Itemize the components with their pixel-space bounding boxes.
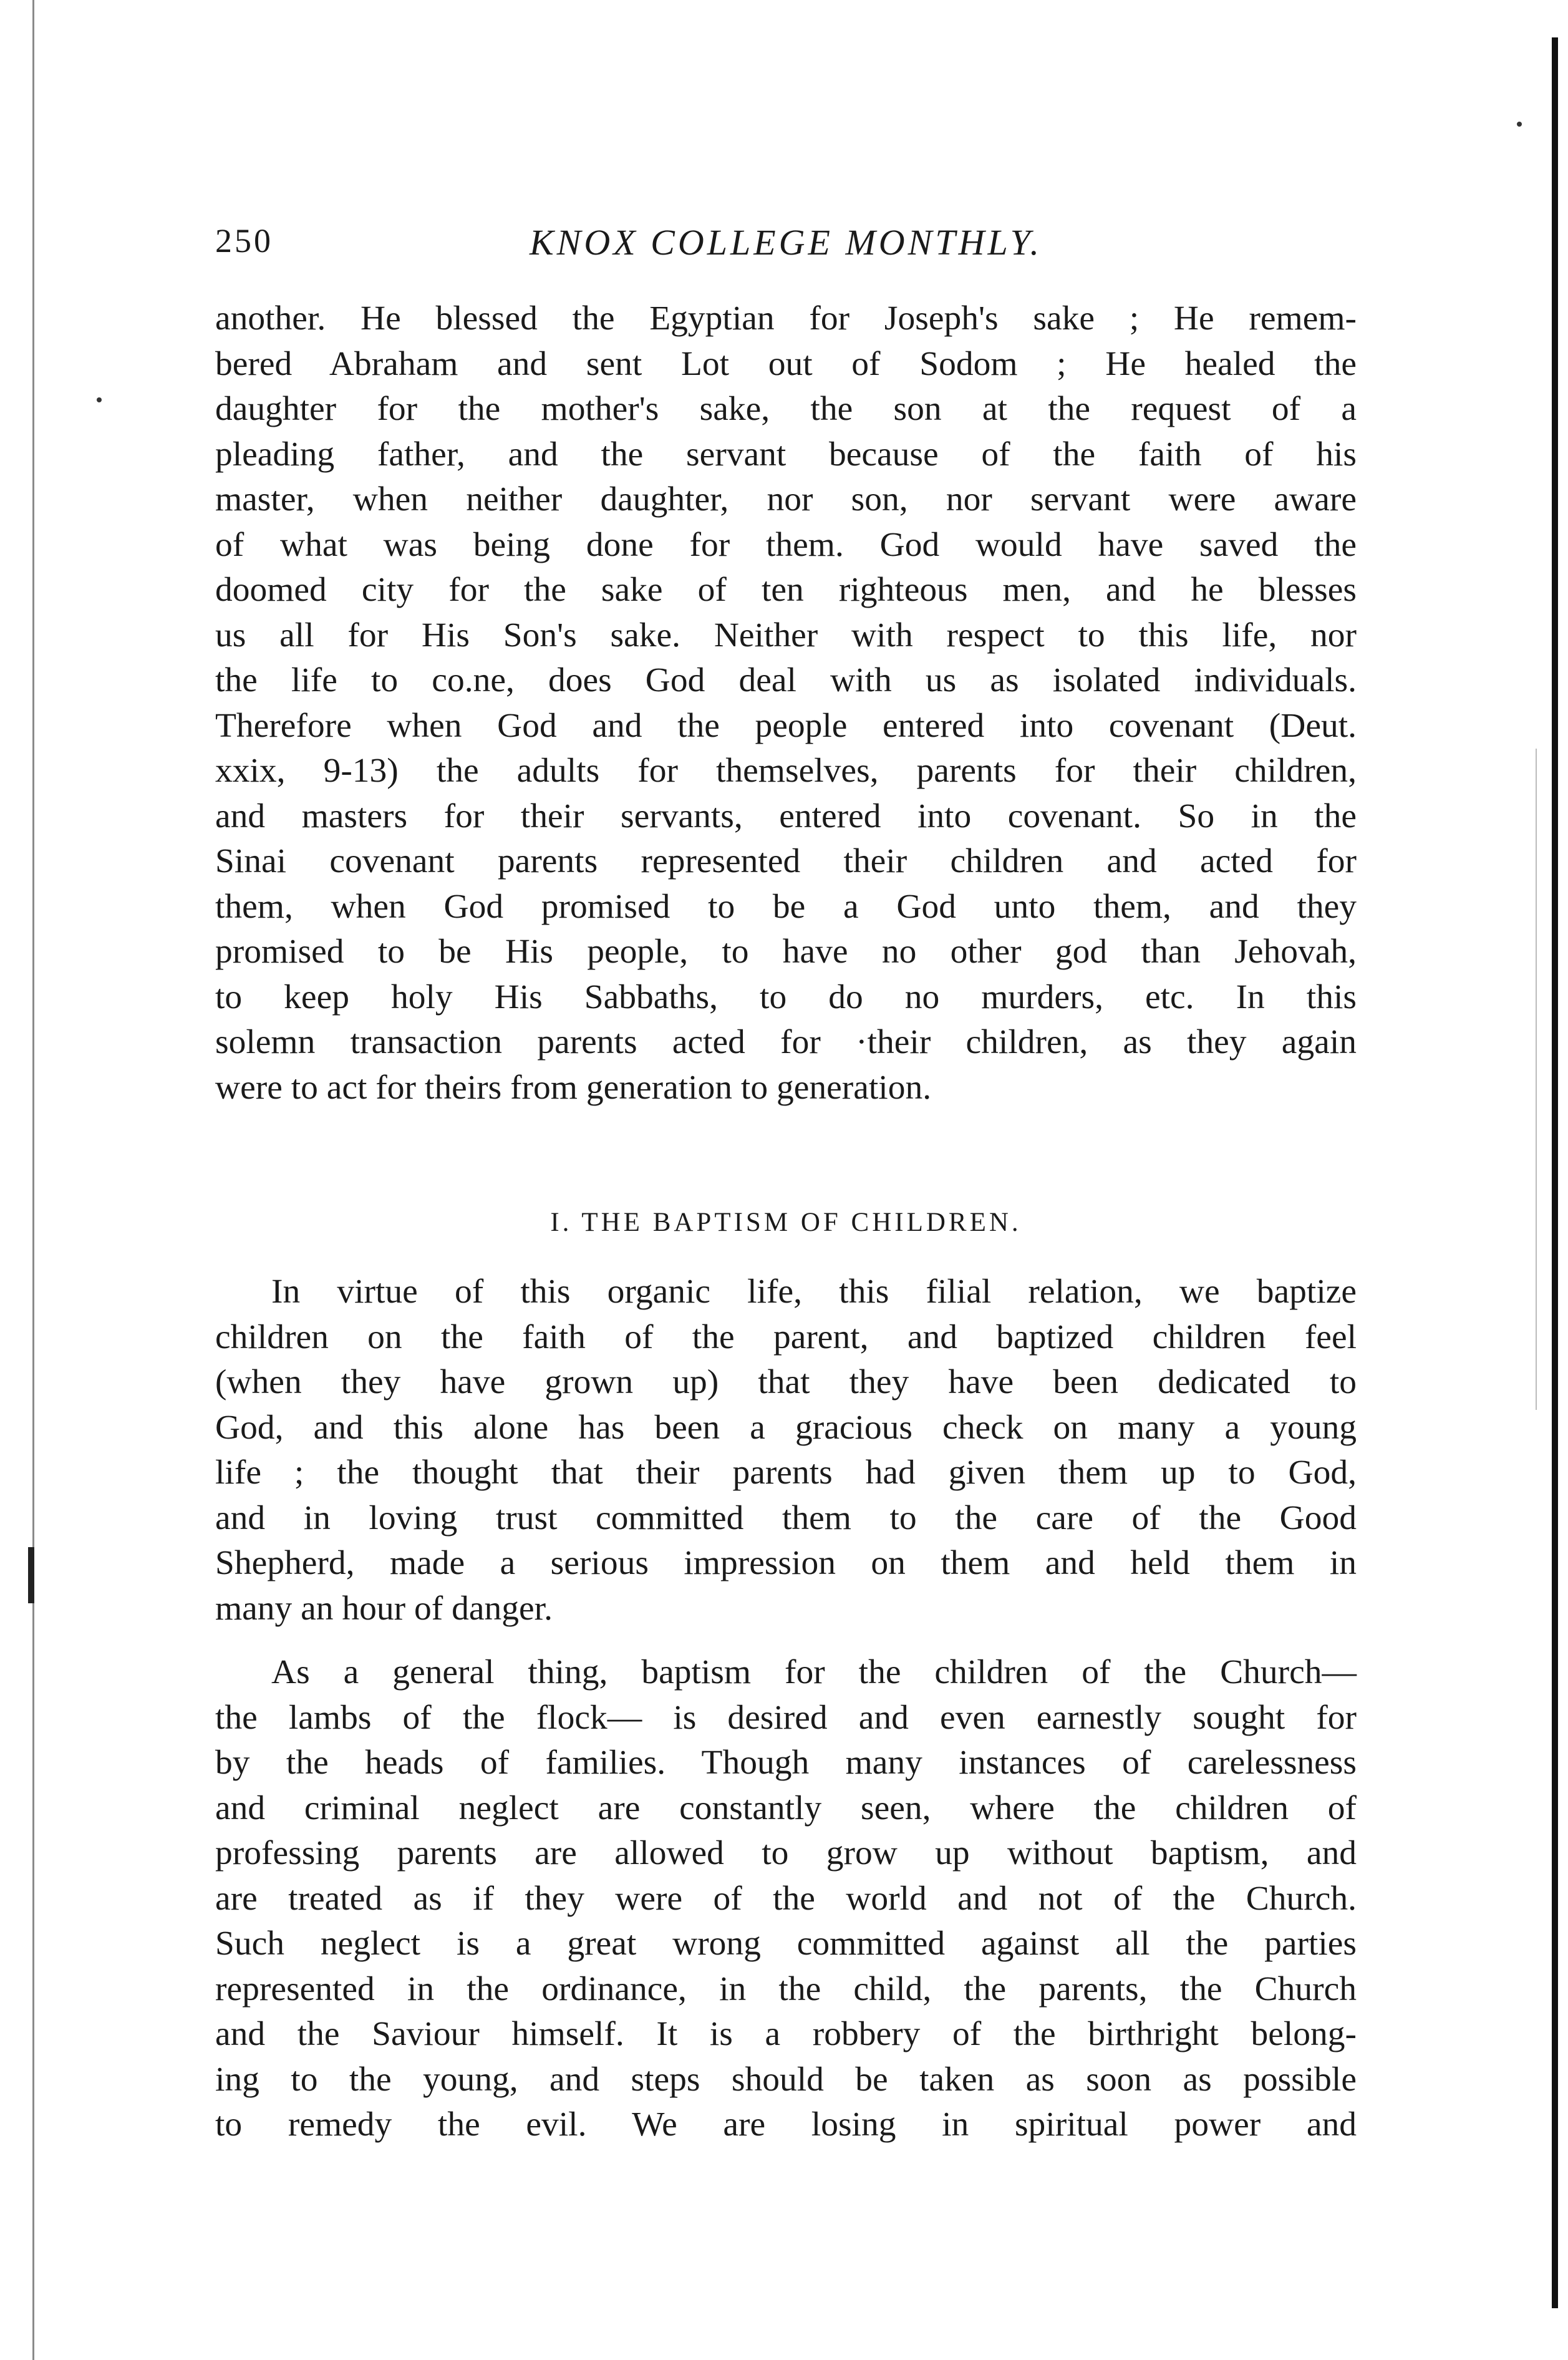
text-line: In virtue of this organic life, this filial relation, we baptize bbox=[271, 1273, 1357, 1311]
text-line: us all for His Son's sake. Neither with respect to this life, nor bbox=[215, 616, 1357, 654]
paragraph-3 bbox=[215, 1650, 1357, 2148]
text-line: God, and this alone has been a gracious check on many a young bbox=[215, 1408, 1357, 1447]
text-line: bered Abraham and sent Lot out of Sodom ; He healed the bbox=[215, 344, 1357, 383]
text-line: (when they have grown up) that they have been dedicated to bbox=[215, 1363, 1357, 1401]
text-line: are treated as if they were of the world and not of the Church. bbox=[215, 1879, 1357, 1918]
text-line: xxix, 9-13) the adults for themselves, parents for their children, bbox=[215, 752, 1357, 790]
page-header bbox=[215, 221, 1357, 271]
text-line: pleading father, and the servant because of the faith of his bbox=[215, 435, 1357, 473]
text-line: to keep holy His Sabbaths, to do no murders, etc. In this bbox=[215, 978, 1357, 1016]
text-line: solemn transaction parents acted for ·their children, as they again bbox=[215, 1023, 1357, 1061]
text-line: Shepherd, made a serious impression on them and held them in bbox=[215, 1544, 1357, 1582]
text-line: professing parents are allowed to grow up without baptism, and bbox=[215, 1834, 1357, 1872]
text-line: children on the faith of the parent, and baptized children feel bbox=[215, 1318, 1357, 1356]
text-line: by the heads of families. Though many instances of carelessness bbox=[215, 1744, 1357, 1782]
text-line: many an hour of danger. bbox=[215, 1589, 553, 1628]
text-line: and masters for their servants, entered into covenant. So in the bbox=[215, 797, 1357, 835]
scan-speck bbox=[1517, 122, 1522, 127]
text-line: and in loving trust committed them to the care of the Good bbox=[215, 1498, 1357, 1537]
text-line: and criminal neglect are constantly seen, where the children of bbox=[215, 1789, 1357, 1827]
scan-left-edge-mark bbox=[28, 1547, 34, 1603]
text-line: Therefore when God and the people entered into covenant (Deut. bbox=[215, 706, 1357, 745]
text-line: Sinai covenant parents represented their children and acted for bbox=[215, 842, 1357, 880]
section-heading: I. THE BAPTISM OF CHILDREN. bbox=[550, 1208, 1022, 1237]
paragraph-2 bbox=[215, 1270, 1357, 1631]
paragraph-1 bbox=[215, 296, 1357, 1110]
text-line: doomed city for the sake of ten righteous men, and he blesses bbox=[215, 571, 1357, 609]
text-line: the lambs of the flock— is desired and even earnestly sought for bbox=[215, 1698, 1357, 1737]
scan-left-edge-line bbox=[32, 0, 34, 2360]
scan-right-edge-border bbox=[1552, 37, 1558, 2308]
text-line: of what was being done for them. God would have saved the bbox=[215, 525, 1357, 564]
text-line: As a general thing, baptism for the children of the Church— bbox=[271, 1653, 1357, 1691]
running-title: KNOX COLLEGE MONTHLY. bbox=[529, 222, 1043, 263]
text-line: to remedy the evil. We are losing in spiritual power and bbox=[215, 2105, 1357, 2144]
text-line: them, when God promised to be a God unto them, and they bbox=[215, 887, 1357, 926]
text-line: ing to the young, and steps should be taken as soon as possible bbox=[215, 2060, 1357, 2099]
page-number: 250 bbox=[215, 222, 273, 260]
scan-right-faint-line bbox=[1536, 749, 1537, 1410]
text-line: represented in the ordinance, in the child, the parents, the Church bbox=[215, 1969, 1357, 2008]
scan-speck bbox=[97, 397, 102, 402]
text-line: master, when neither daughter, nor son, nor servant were aware bbox=[215, 480, 1357, 518]
text-line: daughter for the mother's sake, the son at the request of a bbox=[215, 390, 1357, 428]
text-line: were to act for theirs from generation to generation. bbox=[215, 1068, 932, 1107]
text-line: life ; the thought that their parents had given them up to God, bbox=[215, 1454, 1357, 1492]
text-line: and the Saviour himself. It is a robbery of the birthright belong- bbox=[215, 2015, 1357, 2053]
text-line: promised to be His people, to have no other god than Jehovah, bbox=[215, 933, 1357, 971]
text-line: another. He blessed the Egyptian for Joseph's sake ; He remem- bbox=[215, 299, 1357, 337]
text-line: Such neglect is a great wrong committed against all the parties bbox=[215, 1925, 1357, 1963]
text-line: the life to co.ne, does God deal with us as isolated individuals. bbox=[215, 661, 1357, 699]
